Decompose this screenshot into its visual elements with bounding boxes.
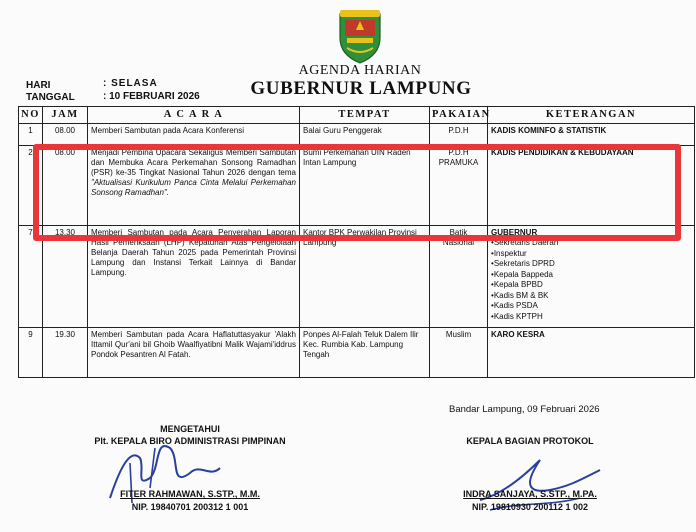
left-sign-line2: Plt. KEPALA BIRO ADMINISTRASI PIMPINAN bbox=[94, 436, 286, 446]
row-no: 7 bbox=[19, 226, 43, 328]
right-sign-title: KEPALA BAGIAN PROTOKOL bbox=[466, 436, 594, 446]
row-no: 2 bbox=[19, 146, 43, 226]
table-row bbox=[19, 328, 695, 378]
day-value: : SELASA bbox=[103, 78, 158, 89]
row-acara: Memberi Sambutan pada Acara Haflatuttasyakur 'Alakh Ittamil Qur'ani bil Ghoib Waalfiyatibni Malik Wajami'iddrus Pondok Pesantren Al Fatah. bbox=[88, 328, 300, 378]
date-value: : 10 FEBRUARI 2026 bbox=[103, 91, 200, 102]
col-header-no: NO bbox=[19, 107, 43, 124]
row-keterangan: KADIS PENDIDIKAN & KEBUDAYAAN bbox=[488, 146, 695, 226]
table-row bbox=[19, 124, 695, 146]
row-no: 1 bbox=[19, 124, 43, 146]
list-item: • Kepala BPBD bbox=[491, 280, 691, 291]
list-item: • Kadis PSDA bbox=[491, 301, 691, 312]
row-pakaian: P.D.H PRAMUKA bbox=[430, 146, 488, 226]
left-sign-nip: NIP. 19840701 200312 1 001 bbox=[131, 502, 249, 512]
list-item: • Sekretaris DPRD bbox=[491, 259, 691, 270]
col-header-acara: A C A R A bbox=[88, 107, 300, 124]
left-sign-name: FITER RAHMAWAN, S.STP., M.M. bbox=[120, 489, 260, 499]
governor-title: GUBERNUR LAMPUNG bbox=[250, 78, 472, 99]
col-header-pakaian: PAKAIAN bbox=[430, 107, 488, 124]
list-item: • Kadis BM & BK bbox=[491, 291, 691, 302]
left-sign-line1: MENGETAHUI bbox=[160, 424, 220, 434]
list-item: • Kepala Bappeda bbox=[491, 270, 691, 281]
date-label: TANGGAL bbox=[26, 92, 75, 103]
row-keterangan: KARO KESRA bbox=[488, 328, 695, 378]
col-header-tempat: TEMPAT bbox=[300, 107, 430, 124]
row-keterangan-head: GUBERNUR bbox=[491, 228, 538, 237]
row-no: 9 bbox=[19, 328, 43, 378]
day-label: HARI bbox=[26, 80, 51, 91]
attendee-list bbox=[491, 238, 691, 322]
table-header-row bbox=[19, 107, 695, 124]
row-tempat: Ponpes Al-Falah Teluk Dalem Ilir Kec. Rumbia Kab. Lampung Tengah bbox=[300, 328, 430, 378]
row-acara-theme: "Aktualisasi Kurikulum Panca Cinta Melalui Perkemahan Sonsong Ramadhan". bbox=[91, 178, 296, 197]
row-tempat: Balai Guru Penggerak bbox=[300, 124, 430, 146]
row-jam: 19.30 bbox=[43, 328, 88, 378]
highlight-box bbox=[33, 144, 681, 241]
row-tempat: Kantor BPK Perwakilan Provinsi Lampung bbox=[300, 226, 430, 328]
row-pakaian: Batik Nasional bbox=[430, 226, 488, 328]
row-tempat: Bumi Perkemahan UIN Raden Intan Lampung bbox=[300, 146, 430, 226]
row-acara-text: Menjadi Pembina Upacara Sekaligus Memberi Sambutan dan Membuka Acara Perkemahan Sonsong Ramadhan (PSR) ke-35 Tingkat Nasional Tahun 2026 dengan tema bbox=[91, 148, 296, 177]
row-jam: 08.00 bbox=[43, 124, 88, 146]
list-item: • Inspektur bbox=[491, 249, 691, 260]
row-jam: 13.30 bbox=[43, 226, 88, 328]
lampung-crest-icon bbox=[337, 8, 383, 64]
list-item: • Sekretaris Daerah bbox=[491, 238, 691, 249]
right-sign-nip: NIP. 19810930 200112 1 002 bbox=[472, 502, 588, 512]
agenda-title: AGENDA HARIAN bbox=[298, 63, 422, 78]
row-acara: Memberi Sambutan pada Acara Penyerahan Laporan Hasil Pemeriksaan (LHP) Kepatuhan Atas Pengelolaan Belanja Daerah Tahun 2025 pada Pemerintah Provinsi Lampung dan Instansi Terkait Lainnya di Bandar Lampung. bbox=[88, 226, 300, 328]
row-pakaian: Muslim bbox=[430, 328, 488, 378]
col-header-keterangan: KETERANGAN bbox=[488, 107, 695, 124]
col-header-jam: JAM bbox=[43, 107, 88, 124]
row-acara: Memberi Sambutan pada Acara Konferensi bbox=[88, 124, 300, 146]
right-sign-name: INDRA SANJAYA, S.STP., M.PA. bbox=[463, 489, 597, 499]
list-item: • Kadis KPTPH bbox=[491, 312, 691, 323]
row-keterangan: KADIS KOMINFO & STATISTIK bbox=[488, 124, 695, 146]
row-jam: 08.00 bbox=[43, 146, 88, 226]
row-pakaian: P.D.H bbox=[430, 124, 488, 146]
place-date: Bandar Lampung, 09 Februari 2026 bbox=[449, 404, 600, 415]
